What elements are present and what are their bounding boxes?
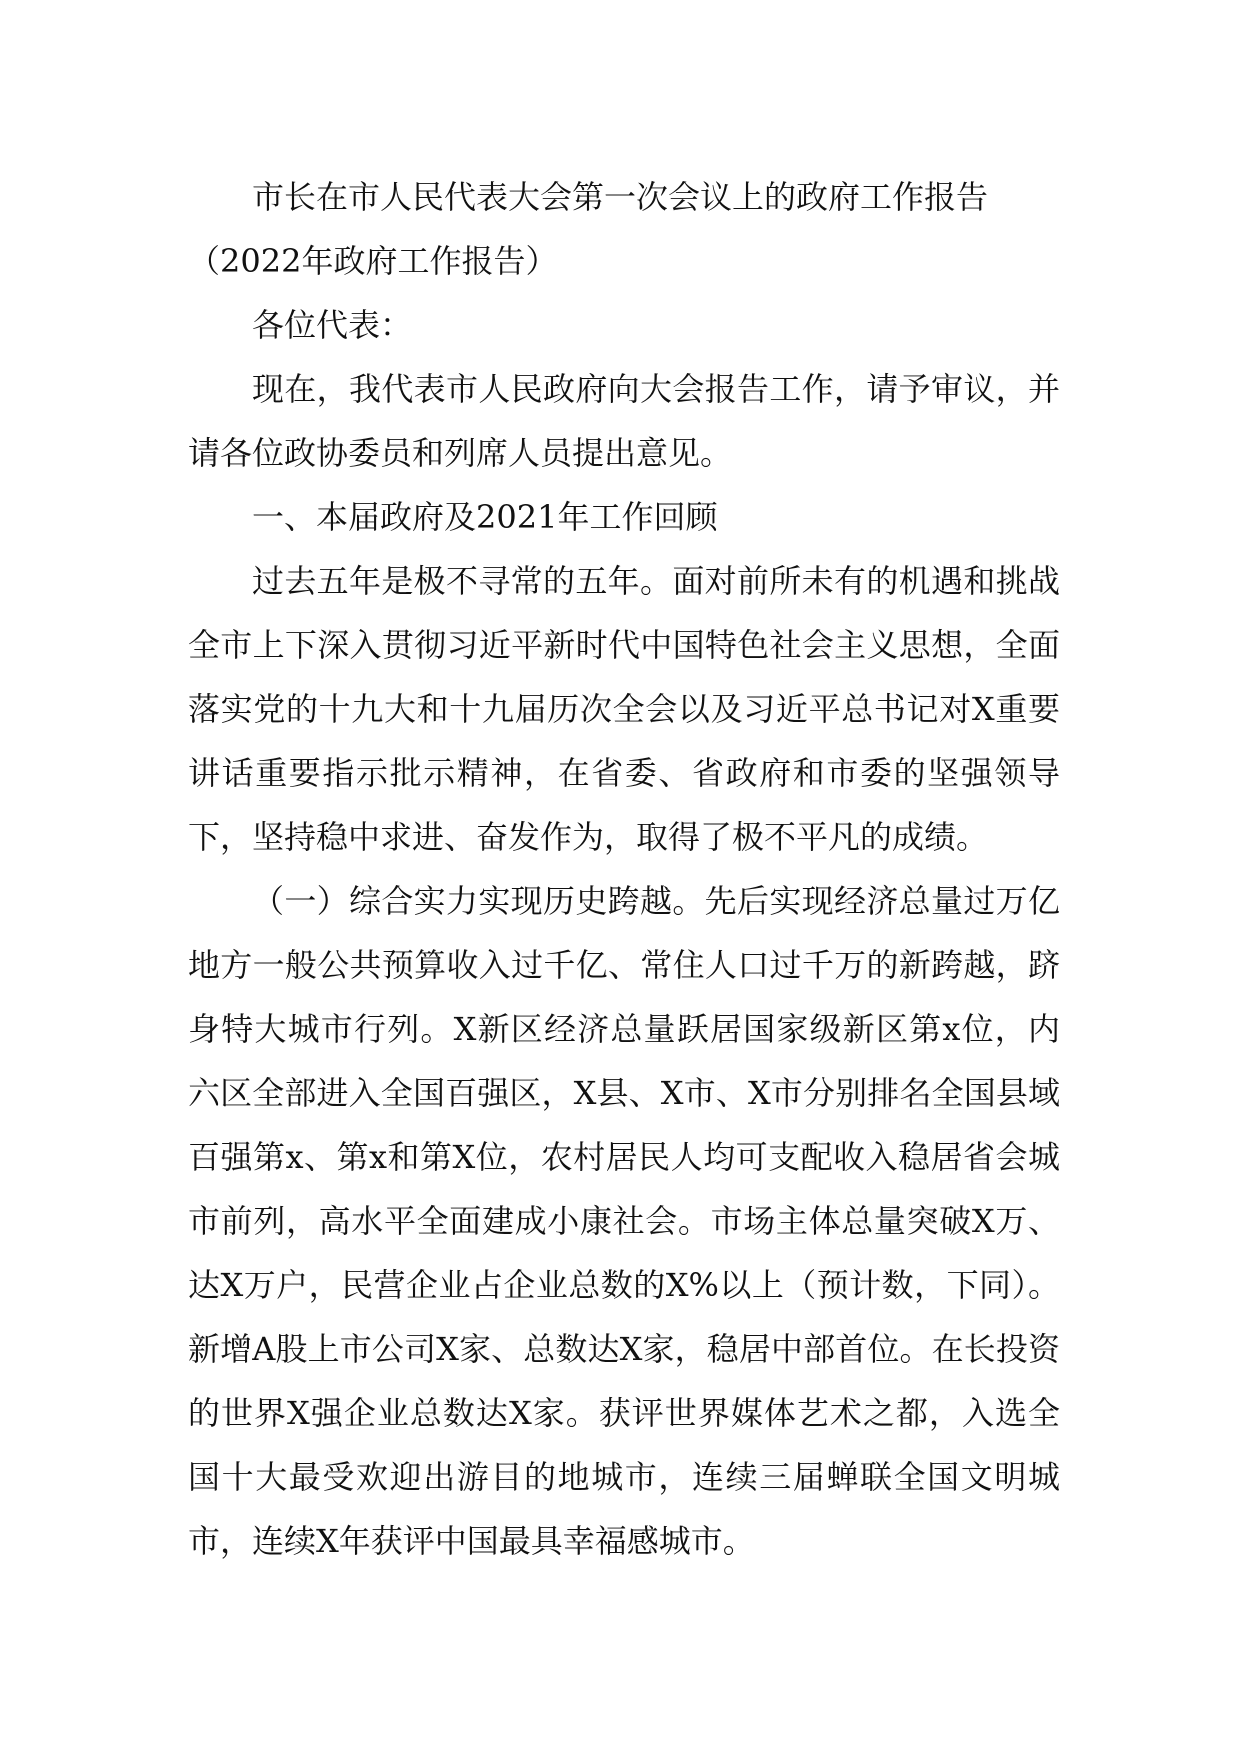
document-title: 市长在市人民代表大会第一次会议上的政府工作报告 [252,178,989,216]
strength-paragraph: （一）综合实力实现历史跨越。先后实现经济总量过万亿地方一般公共预算收入过千亿、常住人口过千万的新跨越，跻身特大城市行列。X新区经济总量跃居国家级新区第x位，内六区全部进入全国百强区，X县、X市、X市分别排名全国县域百强第x、第x和第X位，农村居民人均可支配收入稳居省会城市前列，高水平全面建成小康社会。市场主体总量突破X万、达X万户，民营企业占企业总数的X%以上（预计数，下同）。新增A股上市公司X家、总数达X家，稳居中部首位。在长投资的世界X强企业总数达X家。获评世界媒体艺术之都，入选全国十大最受欢迎出游目的地城市，连续三届蝉联全国文明城市，连续X年获评中国最具幸福感城市。 [188,882,1060,1560]
section-heading: 一、本届政府及2021年工作回顾 [252,498,718,536]
intro-paragraph: 现在，我代表市人民政府向大会报告工作，请予审议，并请各位政协委员和列席人员提出意见。 [188,370,1060,472]
document-subtitle: （2022年政府工作报告） [188,242,558,280]
review-paragraph: 过去五年是极不寻常的五年。面对前所未有的机遇和挑战全市上下深入贯彻习近平新时代中国特色社会主义思想，全面落实党的十九大和十九届历次全会以及习近平总书记对X重要讲话重要指示批示精神，在省委、省政府和市委的坚强领导下，坚持稳中求进、奋发作为，取得了极不平凡的成绩。 [188,562,1060,856]
document-page [188,165,1060,1573]
salutation: 各位代表： [252,306,413,344]
